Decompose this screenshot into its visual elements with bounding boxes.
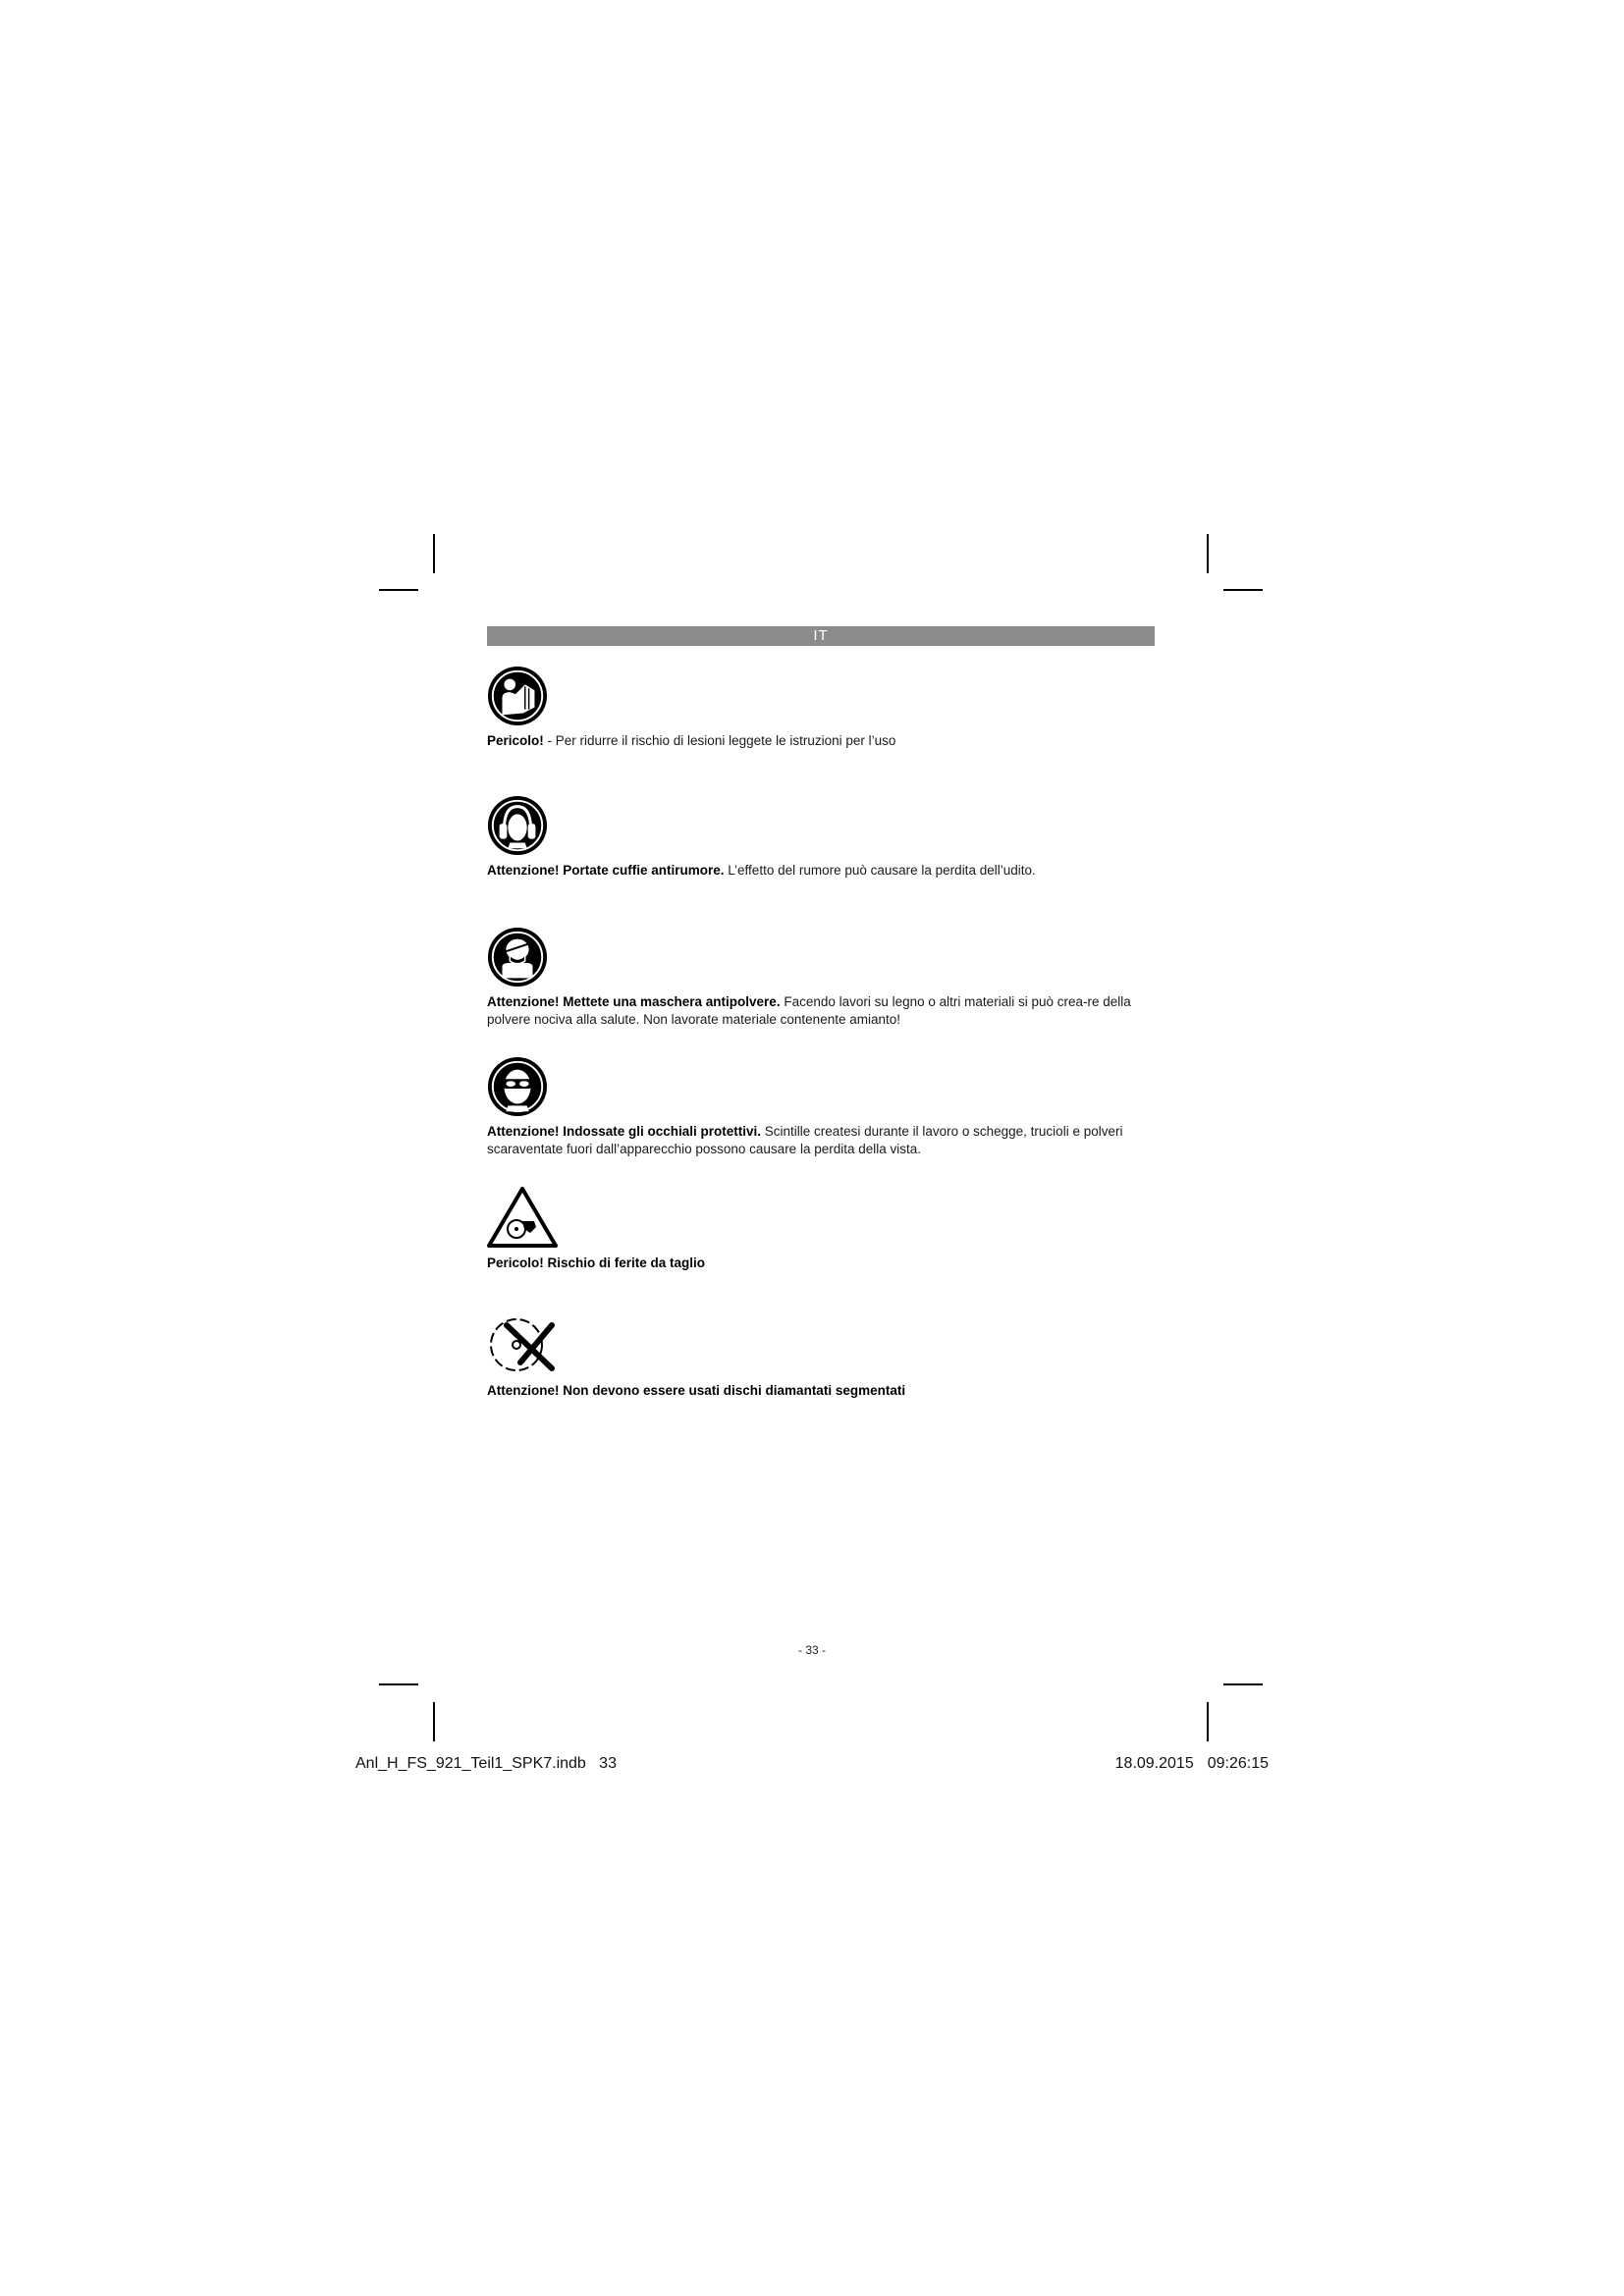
language-bar: IT [487,626,1155,646]
warning-lead: Pericolo! Rischio di ferite da taglio [487,1255,706,1270]
crop-mark [379,1683,418,1685]
warning-ear-protection [487,795,1155,880]
crop-mark [1223,1683,1263,1685]
warning-lead: Attenzione! Non devono essere usati dischi diamantati segmentati [487,1383,906,1398]
footer-timestamp [1102,1755,1269,1773]
warning-lead: Attenzione! Portate cuffie antirumore. [487,863,725,878]
warning-lead: Pericolo! [487,733,544,748]
warning-cut-hazard [487,1186,1155,1272]
warning-dust-mask [487,927,1155,1029]
warning-no-segmented-discs [487,1313,1155,1400]
safety-goggles-icon [487,1056,548,1117]
ear-protection-icon [487,795,548,856]
footer-file-name: Anl_H_FS_921_Teil1_SPK7.indb 33 [355,1755,617,1772]
dust-mask-icon [487,927,548,988]
warning-text: L’effetto del rumore può causare la perdita dell’udito. [724,863,1036,878]
crop-mark [433,534,435,573]
crop-mark [1207,1702,1209,1741]
warning-text: Facendo lavori su legno o altri materiali si può crea-re della polvere nociva alla salute. Non lavorate materiale contenente amianto! [487,994,1131,1027]
warning-lead: Attenzione! Mettete una maschera antipolvere. [487,994,781,1009]
warning-lead: Attenzione! Indossate gli occhiali protettivi. [487,1124,762,1139]
read-manual-icon [487,666,548,726]
crop-mark [1223,589,1263,591]
warning-text: Scintille createsi durante il lavoro o schegge, trucioli e polveri scaraventate fuori dall’apparecchio possono causare la perdita della vista. [487,1124,1123,1156]
crop-mark [433,1702,435,1741]
footer-time: 09:26:15 [1207,1755,1269,1772]
warning-text: - Per ridurre il rischio di lesioni leggete le istruzioni per l’uso [543,733,896,748]
warning-read-manual [487,666,1155,750]
page-number: - 33 - [797,1643,826,1657]
no-segmented-diamond-disc-icon [487,1313,569,1376]
crop-mark [1207,534,1209,573]
cut-hazard-icon [487,1186,558,1249]
warning-safety-goggles [487,1056,1155,1158]
footer-date: 18.09.2015 [1114,1755,1194,1772]
crop-mark [379,589,418,591]
